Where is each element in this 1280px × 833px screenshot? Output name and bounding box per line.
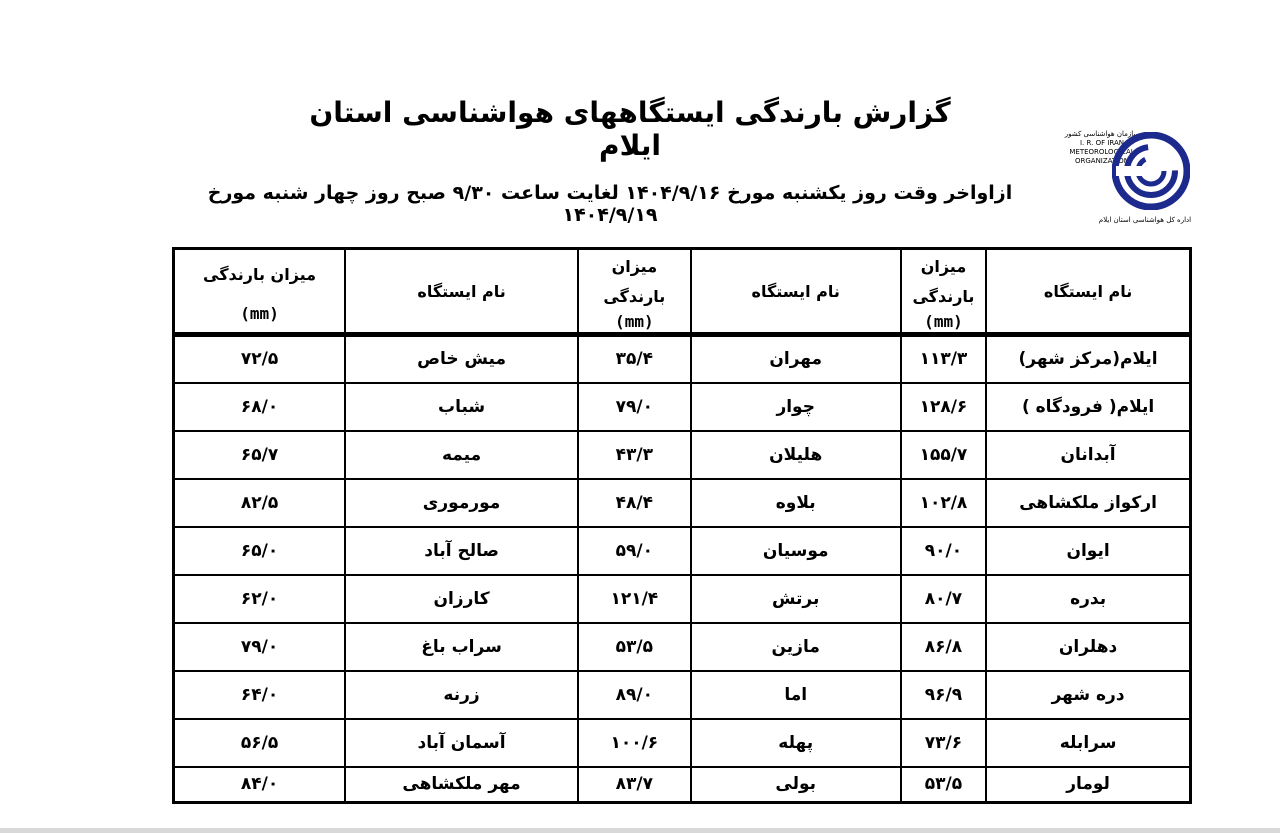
header-station-2: نام ایستگاه	[691, 249, 901, 335]
station-name: بولی	[691, 767, 901, 803]
header-rainfall-3-label: میزان بارندگی	[203, 264, 317, 284]
rainfall-value: ۵۳/۵	[901, 767, 986, 803]
rainfall-value: ۷۳/۶	[901, 719, 986, 767]
logo-org-en-3: ORGANIZATION	[1074, 157, 1129, 165]
logo-caption: اداره کل هواشناسی استان ایلام	[1098, 216, 1192, 224]
rainfall-value: ۸۳/۷	[578, 767, 691, 803]
station-name: کارزان	[345, 575, 578, 623]
logo-org-fa: سازمان هواشناسی کشور	[1064, 130, 1140, 138]
station-name: موسیان	[691, 527, 901, 575]
station-name: ایلام(مرکز شهر)	[986, 335, 1190, 383]
table-row	[174, 479, 1191, 527]
header-rainfall-2-unit: (mm)	[615, 311, 654, 331]
rainfall-value: ۹۰/۰	[901, 527, 986, 575]
rainfall-value: ۴۸/۴	[578, 479, 691, 527]
station-name: ایوان	[986, 527, 1190, 575]
station-name: شباب	[345, 383, 578, 431]
rainfall-value: ۸۶/۸	[901, 623, 986, 671]
rainfall-value: ۶۵/۷	[174, 431, 346, 479]
header-rainfall-1-label-b: بارندگی	[912, 286, 975, 306]
rainfall-value: ۱۰۲/۸	[901, 479, 986, 527]
rainfall-value: ۵۳/۵	[578, 623, 691, 671]
rainfall-table	[172, 247, 1192, 804]
rainfall-value: ۸۹/۰	[578, 671, 691, 719]
table-row	[174, 671, 1191, 719]
rainfall-value: ۱۲۱/۴	[578, 575, 691, 623]
table-row	[174, 767, 1191, 803]
rainfall-value: ۱۱۳/۳	[901, 335, 986, 383]
rainfall-value: ۶۴/۰	[174, 671, 346, 719]
meteorological-emblem-icon	[1112, 132, 1190, 210]
station-name: پهله	[691, 719, 901, 767]
station-name: مهر ملکشاهی	[345, 767, 578, 803]
station-name: دهلران	[986, 623, 1190, 671]
rainfall-value: ۷۹/۰	[174, 623, 346, 671]
logo-org-en-1: I. R. OF IRAN	[1079, 139, 1124, 147]
page-edge-strip	[0, 826, 1280, 833]
station-name: برتش	[691, 575, 901, 623]
table-row	[174, 527, 1191, 575]
report-date-range: ازاواخر وقت روز یکشنبه مورخ ۱۴۰۴/۹/۱۶ لغایت ساعت ۹/۳۰ صبح روز چهار شنبه مورخ ۱۴۰۴/۹/۱۹	[207, 182, 1013, 226]
station-name: بلاوه	[691, 479, 901, 527]
station-name: مازین	[691, 623, 901, 671]
header-rainfall-2-label-a: میزان	[611, 256, 658, 276]
station-name: چوار	[691, 383, 901, 431]
rainfall-value: ۶۲/۰	[174, 575, 346, 623]
table-row	[174, 623, 1191, 671]
header-rainfall-2	[578, 249, 691, 335]
logo-org-en-2: METEOROLOGICAL	[1069, 148, 1135, 156]
rainfall-value: ۵۹/۰	[578, 527, 691, 575]
rainfall-value: ۳۵/۴	[578, 335, 691, 383]
station-name: آسمان آباد	[345, 719, 578, 767]
station-name: اما	[691, 671, 901, 719]
rainfall-value: ۱۵۵/۷	[901, 431, 986, 479]
station-name: صالح آباد	[345, 527, 578, 575]
header-station-3: نام ایستگاه	[345, 249, 578, 335]
header-rainfall-1-unit: (mm)	[924, 311, 963, 331]
rainfall-value: ۶۸/۰	[174, 383, 346, 431]
station-name: آبدانان	[986, 431, 1190, 479]
station-name: زرنه	[345, 671, 578, 719]
rainfall-value: ۵۶/۵	[174, 719, 346, 767]
header-rainfall-3	[174, 249, 346, 335]
header-rainfall-2-label-b: بارندگی	[603, 286, 666, 306]
table-header-row	[174, 249, 1191, 335]
header-rainfall-1-label-a: میزان	[920, 256, 967, 276]
header-rainfall-3-unit: (mm)	[240, 303, 279, 323]
organization-logo	[1062, 128, 1198, 232]
table-row	[174, 335, 1191, 383]
station-name: ارکواز ملکشاهی	[986, 479, 1190, 527]
rainfall-value: ۷۹/۰	[578, 383, 691, 431]
table-row	[174, 575, 1191, 623]
rainfall-value: ۱۲۸/۶	[901, 383, 986, 431]
table-row	[174, 431, 1191, 479]
rainfall-value: ۴۳/۳	[578, 431, 691, 479]
rainfall-value: ۸۲/۵	[174, 479, 346, 527]
station-name: سراب باغ	[345, 623, 578, 671]
station-name: دره شهر	[986, 671, 1190, 719]
rainfall-value: ۹۶/۹	[901, 671, 986, 719]
station-name: بدره	[986, 575, 1190, 623]
station-name: لومار	[986, 767, 1190, 803]
header-station-1: نام ایستگاه	[986, 249, 1190, 335]
table-row	[174, 719, 1191, 767]
rainfall-value: ۱۰۰/۶	[578, 719, 691, 767]
report-title: گزارش بارندگی ایستگاههای هواشناسی استان ایلام	[309, 96, 951, 162]
station-name: سرابله	[986, 719, 1190, 767]
station-name: مهران	[691, 335, 901, 383]
station-name: میمه	[345, 431, 578, 479]
rainfall-value: ۸۰/۷	[901, 575, 986, 623]
rainfall-value: ۶۵/۰	[174, 527, 346, 575]
rainfall-value: ۸۴/۰	[174, 767, 346, 803]
header-rainfall-1	[901, 249, 986, 335]
rainfall-value: ۷۲/۵	[174, 335, 346, 383]
station-name: هلیلان	[691, 431, 901, 479]
station-name: مورموری	[345, 479, 578, 527]
station-name: ایلام( فرودگاه )	[986, 383, 1190, 431]
station-name: میش خاص	[345, 335, 578, 383]
table-row	[174, 383, 1191, 431]
